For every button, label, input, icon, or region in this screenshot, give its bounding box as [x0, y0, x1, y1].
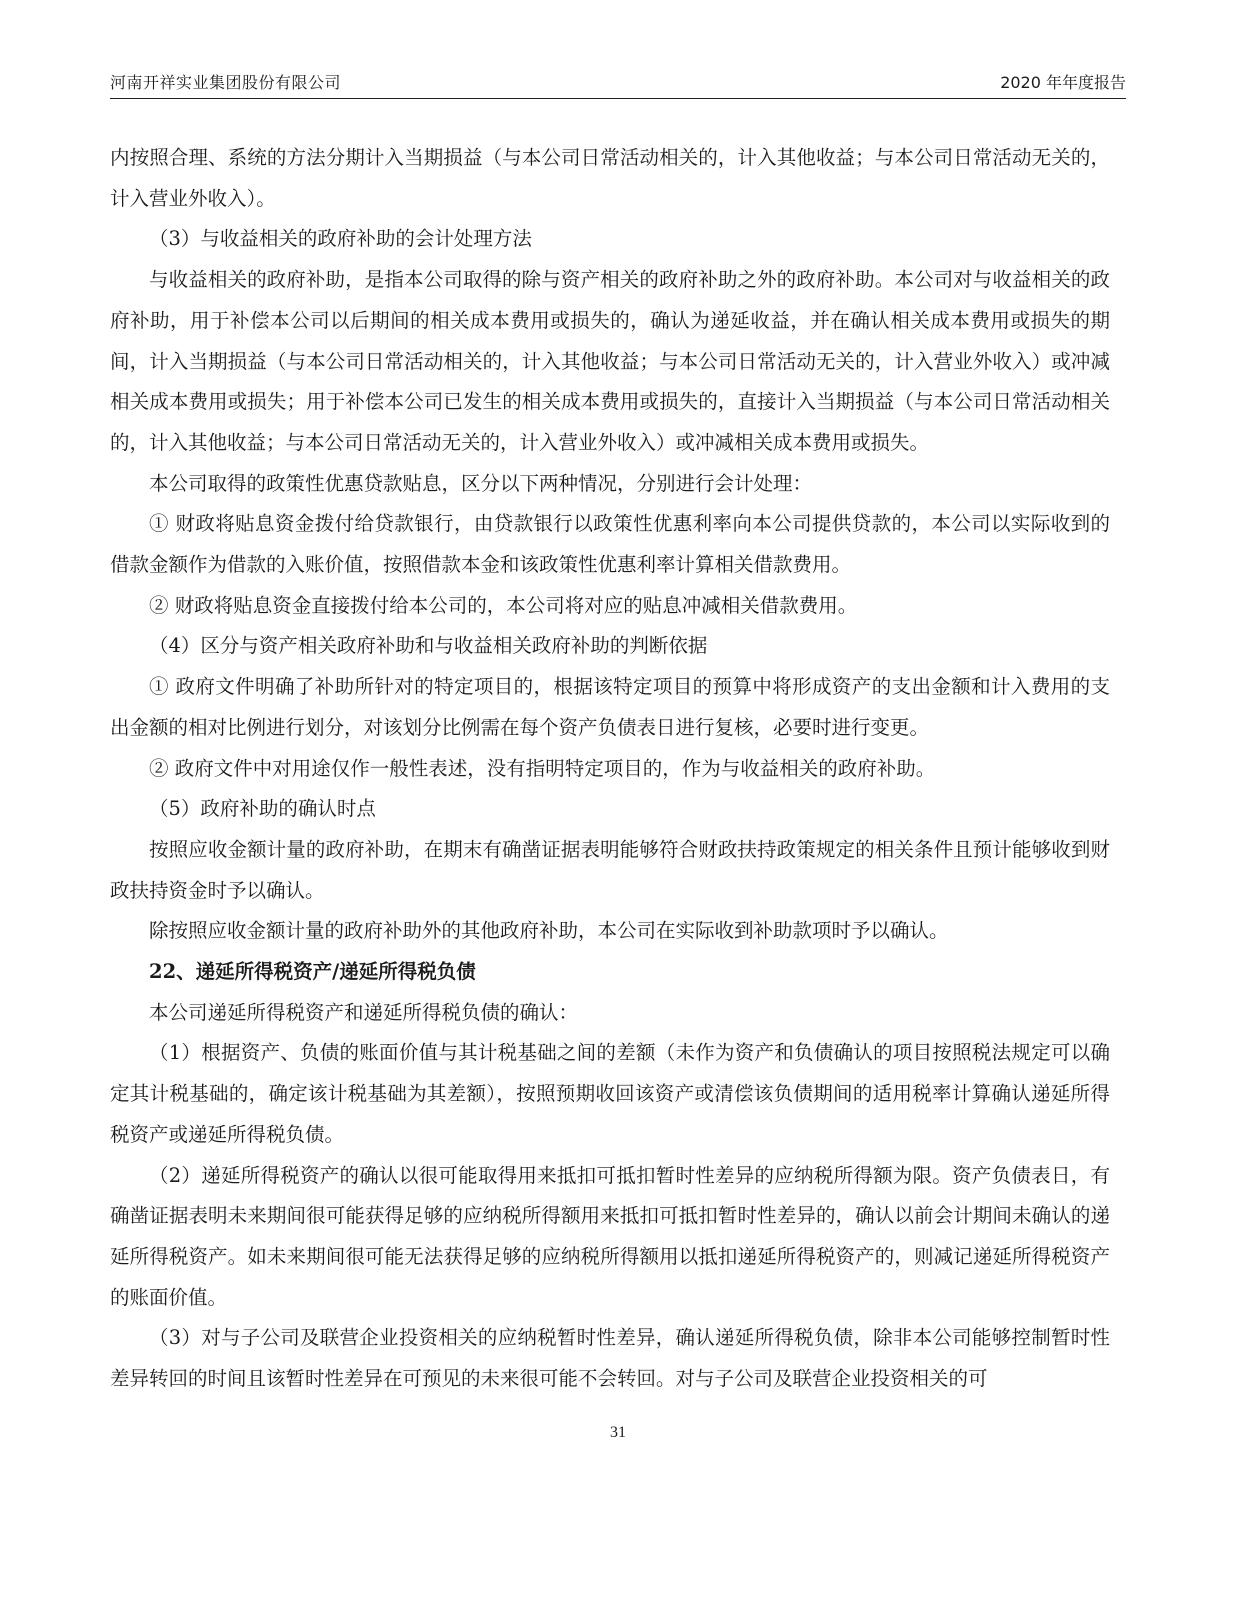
page-header — [110, 70, 1126, 99]
paragraph: 本公司取得的政策性优惠贷款贴息，区分以下两种情况，分别进行会计处理： — [149, 471, 813, 495]
document-body — [110, 138, 1110, 1400]
list-item: ② 政府文件中对用途仅作一般性表述，没有指明特定项目的，作为与收益相关的政府补助。 — [149, 756, 936, 780]
list-item: ① 财政将贴息资金拨付给贷款银行，由贷款银行以政策性优惠利率向本公司提供贷款的，本公司以实际收到的借款金额作为借款的入账价值，按照借款本金和该政策性优惠利率计算相关借款费用。 — [110, 512, 1110, 577]
subheading-4: （4）区分与资产相关政府补助和与收益相关政府补助的判断依据 — [149, 634, 708, 658]
subheading-3: （3）与收益相关的政府补助的会计处理方法 — [149, 227, 532, 251]
list-item: （1）根据资产、负债的账面价值与其计税基础之间的差额（未作为资产和负债确认的项目按照税法规定可以确定其计税基础的，确定该计税基础为其差额），按照预期收回该资产或清偿该负债期间的适用税率计算确认递延所得税资产或递延所得税负债。 — [110, 1041, 1110, 1146]
paragraph-continuation: 内按照合理、系统的方法分期计入当期损益（与本公司日常活动相关的，计入其他收益；与本公司日常活动无关的，计入营业外收入）。 — [110, 146, 1110, 210]
report-title: 2020 年年度报告 — [1000, 73, 1126, 92]
paragraph: 与收益相关的政府补助，是指本公司取得的除与资产相关的政府补助之外的政府补助。本公司对与收益相关的政府补助，用于补偿本公司以后期间的相关成本费用或损失的，确认为递延收益，并在确认相关成本费用或损失的期间，计入当期损益（与本公司日常活动相关的，计入其他收益；与本公司日常活动无关的，计入营业外收入）或冲减相关成本费用或损失；用于补偿本公司已发生的相关成本费用或损失的，直接计入当期损益（与本公司日常活动相关的，计入其他收益；与本公司日常活动无关的，计入营业外收入）或冲减相关成本费用或损失。 — [110, 268, 1110, 454]
paragraph: 除按照应收金额计量的政府补助外的其他政府补助，本公司在实际收到补助款项时予以确认。 — [149, 919, 949, 943]
list-item: ② 财政将贴息资金直接拨付给本公司的，本公司将对应的贴息冲减相关借款费用。 — [149, 593, 858, 617]
subheading-5: （5）政府补助的确认时点 — [149, 797, 376, 821]
list-item: ① 政府文件明确了补助所针对的特定项目的，根据该特定项目的预算中将形成资产的支出金额和计入费用的支出金额的相对比例进行划分，对该划分比例需在每个资产负债表日进行复核，必要时进行变更。 — [110, 675, 1110, 739]
list-item: （2）递延所得税资产的确认以很可能取得用来抵扣可抵扣暂时性差异的应纳税所得额为限。资产负债表日，有确凿证据表明未来期间很可能获得足够的应纳税所得额用来抵扣可抵扣暂时性差异的，确认以前会计期间未确认的递延所得税资产。如未来期间很可能无法获得足够的应纳税所得额用以抵扣递延所得税资产的，则减记递延所得税资产的账面价值。 — [110, 1163, 1110, 1309]
page-number: 31 — [610, 1424, 626, 1441]
paragraph: 本公司递延所得税资产和递延所得税负债的确认： — [149, 1000, 579, 1024]
paragraph: 按照应收金额计量的政府补助，在期末有确凿证据表明能够符合财政扶持政策规定的相关条件且预计能够收到财政扶持资金时予以确认。 — [110, 837, 1110, 902]
section-heading: 22、递延所得税资产/递延所得税负债 — [149, 960, 476, 984]
list-item: （3）对与子公司及联营企业投资相关的应纳税暂时性差异，确认递延所得税负债，除非本公司能够控制暂时性差异转回的时间且该暂时性差异在可预见的未来很可能不会转回。对与子公司及联营企业投资相关的可 — [110, 1326, 1110, 1391]
company-name: 河南开祥实业集团股份有限公司 — [110, 73, 342, 92]
